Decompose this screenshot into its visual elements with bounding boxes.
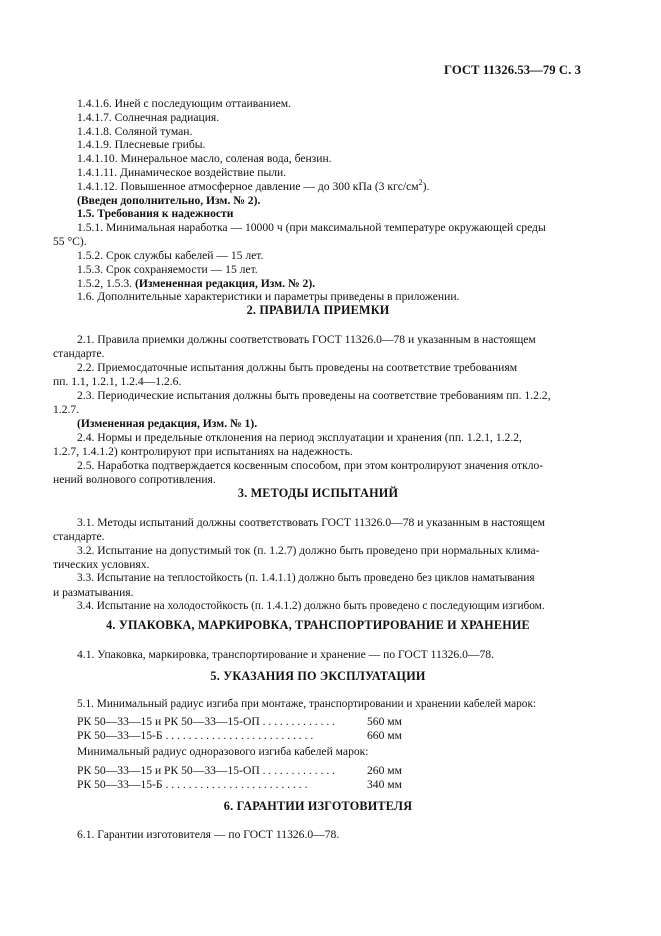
changed-note-1: (Измененная редакция, Изм. № 1). (77, 417, 258, 430)
cable-grade: РК 50—33—15 и РК 50—33—15-ОП . . . . . . . . . . . . . (77, 764, 336, 777)
clause-3-4-wrap (77, 600, 583, 614)
clause-2-2-line-1-wrap (77, 361, 583, 375)
clause-2-3-line-2-wrap (53, 403, 558, 417)
clause-4-1: 4.1. Упаковка, маркировка, транспортирование и хранение — по ГОСТ 11326.0—78. (77, 648, 494, 661)
clause-3-4: 3.4. Испытание на холодостойкость (п. 1.4.1.2) должно быть проведено с последующим изгибом. (77, 600, 545, 612)
clause-2-2-line-2: пп. 1.1, 1.2.1, 1.2.4—1.2.6. (53, 375, 182, 388)
clause-2-3-line-1-wrap (77, 389, 583, 403)
section-2-title-wrap (53, 304, 583, 318)
clause-3-3-line-1: 3.3. Испытание на теплостойкость (п. 1.4.1.1) должно быть проведено без циклов наматывания (77, 572, 535, 584)
section-6-title-wrap (53, 800, 583, 814)
clause-2-1-line-2: стандарте. (53, 347, 105, 360)
clause-1-5-2: 1.5.2. Срок службы кабелей — 15 лет. (77, 249, 264, 262)
clause-1-5-1-first-line (77, 221, 583, 235)
clause-2-2-line-2-wrap (53, 375, 558, 389)
radius-row (77, 729, 582, 743)
cable-grade: РК 50—33—15-Б . . . . . . . . . . . . . . . . . . . . . . . . . . (77, 728, 314, 742)
clause-1-5-1-line-2: 55 °С). (53, 235, 87, 248)
clause-1-5-1-second-line-wrap (53, 235, 558, 249)
clause-2-3-line-2: 1.2.7. (53, 403, 80, 416)
section-4-title-wrap (53, 619, 583, 633)
bend-radius-value: 660 мм (367, 728, 402, 742)
radius-table-1 (77, 715, 582, 743)
cable-grade: РК 50—33—15-Б . . . . . . . . . . . . . . . . . . . . . . . . . (77, 777, 308, 791)
section-5-title: 5. УКАЗАНИЯ ПО ЭКСПЛУАТАЦИИ (210, 669, 426, 683)
section-4-title: 4. УПАКОВКА, МАРКИРОВКА, ТРАНСПОРТИРОВАНИЕ И ХРАНЕНИЕ (106, 618, 530, 632)
clause-3-1-line-1-wrap (77, 516, 583, 530)
clause-3-2-line-1: 3.2. Испытание на допустимый ток (п. 1.2.7) должно быть проведено при нормальных клима- (77, 544, 540, 557)
clause-3-3-line-2-wrap (53, 586, 558, 600)
heading-reliability: 1.5. Требования к надежности (77, 207, 234, 221)
clause-2-5-line-1-wrap (77, 459, 583, 473)
clause-2-1-line-1: 2.1. Правила приемки должны соответствовать ГОСТ 11326.0—78 и указанным в настоящем (77, 333, 536, 346)
single-bend-heading: Минимальный радиус одноразового изгиба кабелей марок: (77, 745, 369, 758)
section-3-title: 3. МЕТОДЫ ИСПЫТАНИЙ (237, 486, 399, 500)
bend-radius-value: 260 мм (367, 764, 402, 777)
clause-1-5-1-line-1: 1.5.1. Минимальная наработка — 10000 ч (при максимальной температуре окружающей среды (77, 221, 546, 234)
clause-6-1-wrap (77, 828, 582, 842)
clause-1-4-1-12 (77, 177, 582, 194)
section-1-end (77, 249, 582, 304)
clause-1-6: 1.6. Дополнительные характеристики и параметры приведены в приложении. (77, 290, 460, 304)
bend-radius-value: 340 мм (367, 777, 402, 791)
clause-2-4-line-2-wrap (53, 445, 558, 459)
clause-3-1-line-1: 3.1. Методы испытаний должны соответствовать ГОСТ 11326.0—78 и указанным в настоящем (77, 516, 545, 529)
clause-1-4-1-8: 1.4.1.8. Соляной туман. (77, 124, 193, 138)
radius-row (77, 764, 582, 778)
clause-1-4-1-12-text: 1.4.1.12. Повышенное атмосферное давление — до 300 кПа (3 кгс/см (77, 179, 419, 193)
clause-changed-amendment-2 (77, 277, 582, 291)
clause-1-4-1-12-end: ). (422, 179, 430, 193)
page-header: ГОСТ 11326.53—79 С. 3 (444, 63, 581, 77)
section-3-title-wrap (53, 487, 583, 501)
clause-1-5-3: 1.5.3. Срок сохраняемости — 15 лет. (77, 262, 258, 276)
clause-2-1-line-1-wrap (77, 333, 583, 347)
clause-3-1-line-2-wrap (53, 530, 558, 544)
clause-3-2-line-2: тических условиях. (53, 558, 150, 571)
clause-2-4-line-2: 1.2.7, 1.4.1.2) контролируют при испытаниях на надежность. (53, 445, 353, 458)
clause-2-4-line-1: 2.4. Нормы и предельные отклонения на период эксплуатации и хранения (пп. 1.2.1, 1.2.2, (77, 431, 522, 444)
clause-3-2-line-2-wrap (53, 558, 558, 572)
section-1-continuation (77, 97, 582, 221)
clause-2-2-line-1: 2.2. Приемосдаточные испытания должны быть проведены на соответствие требованиям (77, 361, 518, 374)
clause-2-5-line-1: 2.5. Наработка подтверждается косвенным способом, при этом контролируют значения откло- (77, 459, 544, 472)
radius-table-2 (77, 764, 582, 792)
clause-3-1-line-2: стандарте. (53, 530, 105, 543)
bend-radius-value: 560 мм (367, 715, 402, 728)
clause-1-4-1-11: 1.4.1.11. Динамическое воздействие пыли. (77, 165, 287, 179)
note-introduced-amendment: (Введен дополнительно, Изм. № 2). (77, 193, 261, 207)
section-5-title-wrap (53, 670, 583, 684)
clause-1-4-1-12-superscript: 2 (418, 177, 423, 187)
changed-note-2: (Измененная редакция, Изм. № 2). (134, 276, 316, 290)
section-2-title: 2. ПРАВИЛА ПРИЕМКИ (246, 303, 390, 317)
clause-2-5-line-2-wrap (53, 473, 558, 487)
clause-5-1-wrap (77, 698, 583, 712)
clause-5-1: 5.1. Минимальный радиус изгиба при монтаже, транспортировании и хранении кабелей марок: (77, 698, 537, 710)
clause-3-3-line-1-wrap (77, 572, 583, 586)
clause-4-1-wrap (77, 648, 582, 662)
clause-2-4-line-1-wrap (77, 431, 583, 445)
clause-1-4-1-7: 1.4.1.7. Солнечная радиация. (77, 110, 220, 124)
clause-3-2-line-1-wrap (77, 544, 583, 558)
changed-clauses-ref: 1.5.2, 1.5.3. (77, 276, 133, 290)
clause-1-4-1-6: 1.4.1.6. Иней с последующим оттаиванием. (77, 97, 292, 110)
section-6-title: 6. ГАРАНТИИ ИЗГОТОВИТЕЛЯ (223, 799, 413, 813)
clause-3-3-line-2: и разматывания. (53, 586, 134, 599)
single-bend-heading-wrap (77, 745, 582, 759)
clause-1-4-1-9: 1.4.1.9. Плесневые грибы. (77, 138, 206, 152)
clause-1-4-1-10: 1.4.1.10. Минеральное масло, соленая вода, бензин. (77, 152, 332, 166)
clause-6-1: 6.1. Гарантии изготовителя — по ГОСТ 11326.0—78. (77, 828, 340, 841)
cable-grade: РК 50—33—15 и РК 50—33—15-ОП . . . . . . . . . . . . . (77, 715, 336, 728)
clause-2-changed-wrap (77, 417, 582, 431)
clause-2-1-line-2-wrap (53, 347, 558, 361)
clause-2-3-line-1: 2.3. Периодические испытания должны быть проведены на соответствие требованиям пп. 1.2.2, (77, 389, 551, 402)
clause-2-5-line-2: нений волнового сопротивления. (53, 473, 216, 486)
radius-row (77, 715, 582, 729)
radius-row (77, 778, 582, 792)
